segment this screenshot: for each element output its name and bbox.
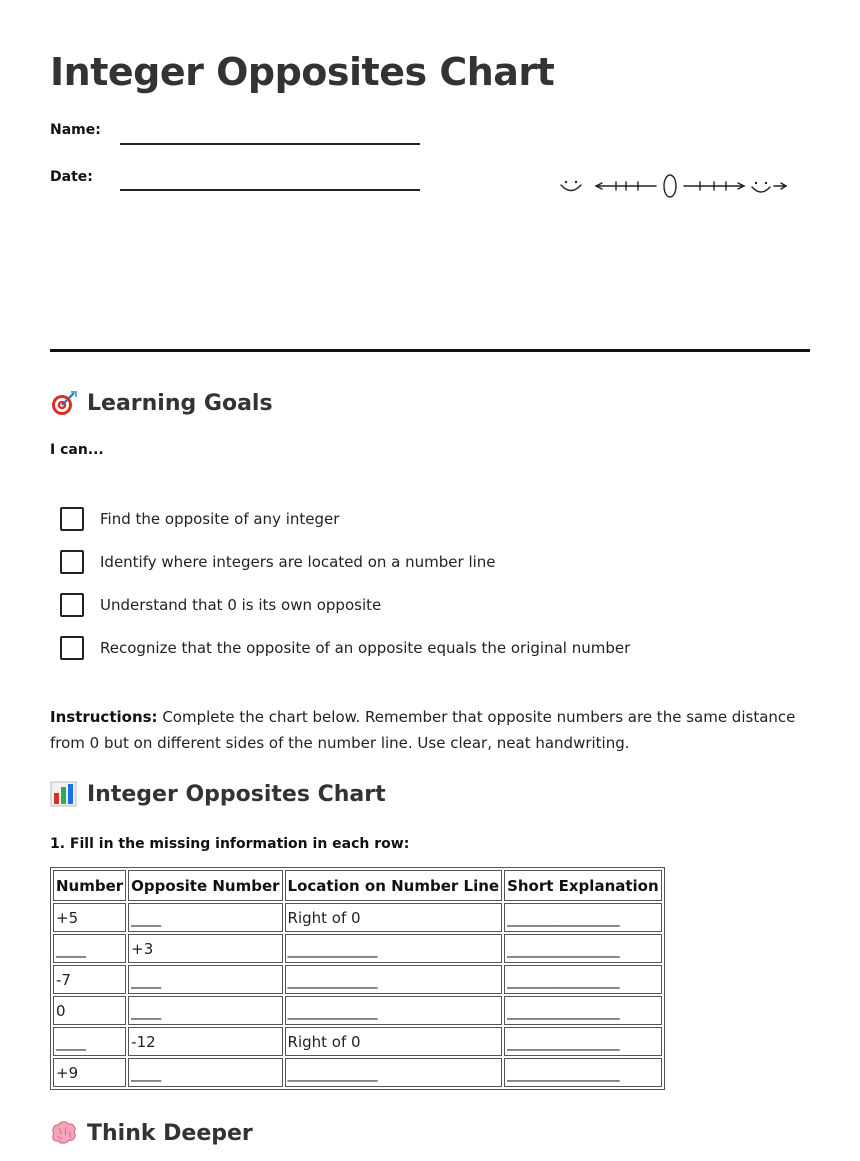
location-cell[interactable]: ____________	[285, 965, 503, 994]
location-cell[interactable]: ____________	[285, 934, 503, 963]
page-title: Integer Opposites Chart	[50, 50, 555, 94]
name-label: Name:	[50, 122, 101, 138]
question-1: 1. Fill in the missing information in each row:	[50, 836, 410, 852]
opposite-cell[interactable]: ____	[128, 965, 282, 994]
table-header-row	[53, 870, 662, 901]
table-row	[53, 996, 662, 1025]
learning-goals-title: Learning Goals	[87, 390, 273, 416]
goal-text: Find the opposite of any integer	[100, 510, 340, 528]
column-header-opposite: Opposite Number	[128, 870, 282, 901]
opposite-cell[interactable]: +3	[128, 934, 282, 963]
table-row	[53, 1027, 662, 1056]
number-line-doodle	[558, 172, 790, 202]
goal-checkbox[interactable]	[60, 593, 84, 617]
opposite-cell[interactable]: ____	[128, 903, 282, 932]
instructions-text: Complete the chart below. Remember that opposite numbers are the same distance from 0 but on different sides of the number line. Use clear, neat handwriting.	[50, 708, 796, 752]
goal-item[interactable]	[60, 593, 381, 617]
number-cell[interactable]: ____	[53, 934, 126, 963]
smiley-mouth	[561, 185, 581, 191]
goal-item[interactable]	[60, 550, 496, 574]
opposites-table	[50, 867, 665, 1090]
explanation-cell[interactable]: _______________	[504, 1058, 662, 1087]
goal-text: Recognize that the opposite of an opposite equals the original number	[100, 639, 631, 657]
column-header-number: Number	[53, 870, 126, 901]
column-header-location: Location on Number Line	[285, 870, 503, 901]
table-row	[53, 965, 662, 994]
instructions	[50, 704, 810, 756]
learning-goals-heading	[50, 390, 273, 416]
opposite-cell[interactable]: ____	[128, 1058, 282, 1087]
brain-icon	[50, 1120, 78, 1146]
location-cell[interactable]: Right of 0	[285, 1027, 503, 1056]
goal-item[interactable]	[60, 507, 339, 531]
number-cell[interactable]: ____	[53, 1027, 126, 1056]
number-cell[interactable]: -7	[53, 965, 126, 994]
smiley-eye-left	[565, 181, 567, 183]
date-label: Date:	[50, 169, 93, 185]
goal-checkbox[interactable]	[60, 507, 84, 531]
explanation-cell[interactable]: _______________	[504, 1027, 662, 1056]
number-cell[interactable]: +5	[53, 903, 126, 932]
column-header-explanation: Short Explanation	[504, 870, 662, 901]
explanation-cell[interactable]: _______________	[504, 965, 662, 994]
explanation-cell[interactable]: _______________	[504, 996, 662, 1025]
date-field[interactable]	[120, 189, 420, 191]
smiley-eye-right	[575, 181, 577, 183]
goal-text: Identify where integers are located on a number line	[100, 553, 496, 571]
goal-checkbox[interactable]	[60, 550, 84, 574]
goal-checkbox[interactable]	[60, 636, 84, 660]
chart-section-heading	[50, 781, 386, 807]
number-cell[interactable]: 0	[53, 996, 126, 1025]
think-deeper-title: Think Deeper	[87, 1120, 253, 1146]
target-icon	[50, 390, 78, 416]
zero-mark	[664, 175, 676, 197]
name-field[interactable]	[120, 143, 420, 145]
location-cell[interactable]: ____________	[285, 1058, 503, 1087]
goal-item[interactable]	[60, 636, 630, 660]
goal-text: Understand that 0 is its own opposite	[100, 596, 382, 614]
explanation-cell[interactable]: _______________	[504, 934, 662, 963]
bar-chart-icon	[50, 781, 78, 807]
number-cell[interactable]: +9	[53, 1058, 126, 1087]
opposite-cell[interactable]: ____	[128, 996, 282, 1025]
table-row	[53, 1058, 662, 1087]
chart-section-title: Integer Opposites Chart	[87, 781, 386, 807]
section-divider	[50, 349, 810, 352]
goals-intro: I can...	[50, 442, 104, 458]
instructions-label: Instructions:	[50, 708, 158, 726]
location-cell[interactable]: Right of 0	[285, 903, 503, 932]
table-row	[53, 934, 662, 963]
think-deeper-heading	[50, 1120, 253, 1146]
location-cell[interactable]: ____________	[285, 996, 503, 1025]
explanation-cell[interactable]: _______________	[504, 903, 662, 932]
table-row	[53, 903, 662, 932]
smiley-mouth-right	[752, 187, 770, 192]
opposite-cell[interactable]: -12	[128, 1027, 282, 1056]
